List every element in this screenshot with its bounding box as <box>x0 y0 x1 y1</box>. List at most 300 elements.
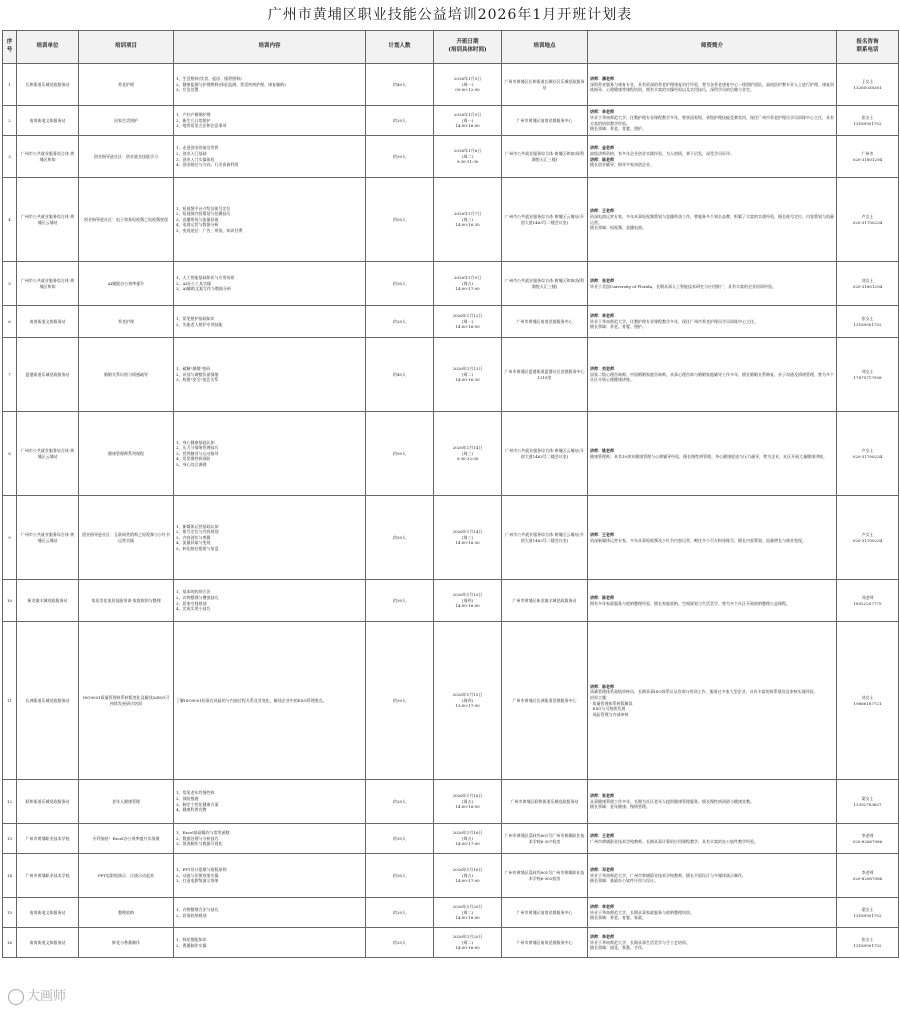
date-line: (周五) <box>461 835 474 841</box>
row-number: 10 <box>3 580 17 622</box>
class-date <box>434 780 502 824</box>
training-unit: 南岗街道文体服务站 <box>17 106 79 136</box>
content-line: 1、短视频平台介绍及账号定位 <box>176 205 231 211</box>
bio-line: 讲师：王老师 <box>590 832 614 838</box>
teacher-bio <box>588 412 837 496</box>
teacher-bio <box>588 306 837 338</box>
planned-count: 约30人 <box>366 262 434 306</box>
content-line: 1、常见老年性慢性病 <box>176 790 215 796</box>
bio-line: 毕业于华南师范大学，长期从事生活美学与手工艺培训。 <box>590 939 690 945</box>
table-row <box>3 580 899 622</box>
date-line: (周一) <box>461 318 474 324</box>
class-date <box>434 338 502 412</box>
bio-line: 从事健康管理工作多年，长期为社区老年人提供健康管理服务，擅长慢性病预防与健康宣教。 <box>590 798 754 804</box>
row-number: 14 <box>3 854 17 898</box>
bio-line: 讲师：金老师 <box>590 145 614 151</box>
date-line: 2026年1月14日 <box>452 445 483 451</box>
content-line: 3、直播带货与流量获取 <box>176 216 219 222</box>
contact-phone: 梁女士 13392783637 <box>837 780 899 824</box>
training-location: 广州市黄埔区新龙镇丰城党政服务站 <box>502 580 588 622</box>
bio-line: 质量管理体系高级审核员，长期从事ISO体系认证咨询与培训工作，服务过多家大型企业，具有丰富的体系建设及审核实战经验。 <box>590 689 818 695</box>
column-header: 开班日期 (培训具体时间) <box>434 31 502 64</box>
content-line: 1、鲜花搭配知识 <box>176 936 207 942</box>
teacher-bio <box>588 622 837 780</box>
training-project: 整理收纳 <box>79 898 174 928</box>
teacher-bio <box>588 780 837 824</box>
training-project: 创业指导进社区：互联网营销师之短视频与小红书运营实操 <box>79 496 174 580</box>
training-content <box>174 496 366 580</box>
date-line: 2026年1月12日 <box>452 313 483 319</box>
bio-line: 讲师：李老师 <box>590 109 614 115</box>
training-unit: 长和街道乐城党政服务站 <box>17 64 79 106</box>
planned-count: 约20人 <box>366 780 434 824</box>
column-header: 培训地点 <box>502 31 588 64</box>
date-line: 2026年1月6日 <box>453 148 482 154</box>
training-project: 创业指导进社区：创业就业技能学习 <box>79 136 174 178</box>
content-line: 1、新媒体运营基础认知 <box>176 523 219 529</box>
training-content <box>174 136 366 178</box>
bio-line: 深圳养老服务与康复专业，具有资深的养老护理康复治疗经验，曾为各养老康复中心一线照护团队、高校医护教专业人士进行护理、康复训练指导、心理健康等课程培训，拥有丰富的实操经验以及实用技巧，深得学员的信赖与肯定。 <box>590 81 834 93</box>
content-line: 2、失能老人照护专项技能 <box>176 321 223 327</box>
training-location: 广州市黄埔区夏港街道夏港社区党群服务中心1318室 <box>502 338 588 412</box>
class-date <box>434 496 502 580</box>
row-number: 15 <box>3 898 17 928</box>
content-line: 4、创业路径与方向，行业资源利用 <box>176 162 239 168</box>
content-line: 4、健康科普宣教 <box>176 807 207 813</box>
teacher-bio <box>588 262 837 306</box>
content-line: 2、短视频内容策划与拍摄技巧 <box>176 211 231 217</box>
bio-line: 讲师：陈老师 <box>590 683 614 689</box>
bio-line: 拥有多年家政服务与收纳整理经验，擅长家庭收纳、空间规划与生活美学，曾为多个社区开展收纳整理公益课程。 <box>590 600 790 606</box>
date-line: 2026年1月14日 <box>452 529 483 535</box>
training-location: 广州市黄埔区荔枝坞801号广州市黄埔职业技术学校6-307机房 <box>502 824 588 854</box>
bio-line: 讲师：张老师 <box>590 793 614 799</box>
table-row <box>3 262 899 306</box>
class-date <box>434 824 502 854</box>
content-line: 1、衣物整理方法与技巧 <box>176 906 219 912</box>
planned-count: 约20人 <box>366 106 434 136</box>
date-line: (周五) <box>461 872 474 878</box>
content-line: 1、人工智能基础知识与应用场景 <box>176 275 235 281</box>
date-line: 14:00-17:00 <box>455 841 480 847</box>
teacher-bio <box>588 106 837 136</box>
content-line: 1、PPT设计思维与排版原则 <box>176 867 227 873</box>
content-line: 3、内容创作与剪辑 <box>176 534 211 540</box>
training-plan-table <box>2 30 899 958</box>
date-line: 14:00-16:00 <box>455 804 480 810</box>
content-line: 2、创业入门基础 <box>176 150 207 156</box>
bio-line: 擅长领域：养老、育婴、家政。 <box>590 915 646 921</box>
contact-phone: 张女士 13189501752 <box>837 306 899 338</box>
content-line: 4、完成实用小技巧 <box>176 606 211 612</box>
date-line: (周二) <box>461 153 474 159</box>
training-location: 广州市黄埔区南岗党群服务中心 <box>502 106 588 136</box>
bio-line: 毕业于华南师范大学，长期从事家政服务与收纳整理培训。 <box>590 909 694 915</box>
training-location: 广州市公共就业服务综合体·黄埔区云埔站(开创大道1463号二楼会议室) <box>502 496 588 580</box>
training-project: 养老护理 <box>79 306 174 338</box>
planned-count: 约40人 <box>366 64 434 106</box>
row-number: 6 <box>3 306 17 338</box>
training-unit: 南岗街道文体服务站 <box>17 306 79 338</box>
date-line: (周三) <box>461 216 474 222</box>
bio-line: 讲师：王老师 <box>590 531 614 537</box>
content-line: 4、电商运营与数据分析 <box>176 222 219 228</box>
date-line: 2026年1月9日 <box>453 275 482 281</box>
bio-line: 健康管理师，具有10余年健康管理与心理辅导经验，擅长慢性病管理、身心健康促进与压力疏导，曾为企业、社区开展大量健康讲座。 <box>590 453 828 459</box>
teacher-bio <box>588 178 837 262</box>
row-number: 4 <box>3 178 17 262</box>
content-line: 3、制定个性化健康方案 <box>176 801 219 807</box>
date-line: 09:00-12:00 <box>455 87 480 93</box>
date-line: 14:00-16:00 <box>455 603 480 609</box>
training-project: 鲜花与香薰制作 <box>79 928 174 958</box>
bio-line: 国家二级心理咨询师，中国婚姻家庭咨询师，从事心理咨询与婚姻家庭辅导工作多年，擅长婚姻关系修复、亲子沟通及情绪管理，曾为多个社区开展心理健康讲座。 <box>590 371 834 383</box>
date-line: 14:00-16:00 <box>455 123 480 129</box>
contact-phone: 刘老师 18922207775 <box>837 580 899 622</box>
date-line: (周二) <box>461 939 474 945</box>
content-line: 1、常见照护基础知识 <box>176 315 215 321</box>
class-date <box>434 898 502 928</box>
bio-line: 讲师：李老师 <box>590 904 614 910</box>
table-row <box>3 338 899 412</box>
column-header: 计划人数 <box>366 31 434 64</box>
contact-phone: 王女士 13265038381 <box>837 64 899 106</box>
content-line: 3、居家空间规划 <box>176 600 207 606</box>
contact-phone: 卢女士 020-31700234 <box>837 496 899 580</box>
planned-count: 约30人 <box>366 854 434 898</box>
column-header: 培训项目 <box>79 31 174 64</box>
content-line: 2、预防措施 <box>176 795 199 801</box>
class-date <box>434 622 502 780</box>
training-project: 健康管理师系列课程 <box>79 412 174 496</box>
planned-count: 约50人 <box>366 178 434 262</box>
training-project: 养老护理 <box>79 64 174 106</box>
row-number: 16 <box>3 928 17 958</box>
training-project: AI赋能办公效率提升 <box>79 262 174 306</box>
bio-line: 毕业于华南师范大学，广州市黄埔职业技术学校教师，擅长平面设计与多媒体演示制作。 <box>590 872 746 878</box>
training-location: 广州市黄埔区荔枝坞801号广州市黄埔职业技术学校6-302机房 <box>502 854 588 898</box>
training-content <box>174 580 366 622</box>
training-location: 广州市黄埔区南岗党群服务中心 <box>502 898 588 928</box>
table-row <box>3 106 899 136</box>
table-row <box>3 178 899 262</box>
contact-phone: 张女士 13189501752 <box>837 928 899 958</box>
training-unit: 南岗街道文体服务站 <box>17 898 79 928</box>
date-line: 14:00-16:00 <box>455 324 480 330</box>
bio-line: 毕业于华南师范大学，任教护理专业课程教学多年，曾获国家级、省级护理技能竞赛奖项，现任广州市养老护理员学员训练中心主任，具有丰富的培训教学经验。 <box>590 114 834 126</box>
date-line: 14:00-17:00 <box>455 878 480 884</box>
column-header: 培训单位 <box>17 31 79 64</box>
table-row <box>3 928 899 958</box>
date-line: (周五) <box>461 280 474 286</box>
table-row <box>3 780 899 824</box>
date-line: 2026年1月16日 <box>452 867 483 873</box>
date-line: 2026年1月7日 <box>453 211 482 217</box>
content-line: 了解ISO9001标准在风险的与内部过程关系及其变化，解读企业中的ESG管理要点。 <box>176 697 327 703</box>
contact-phone: 刘女士 19866187721 <box>837 622 899 780</box>
training-location: 广州市公共就业服务综合体·黄埔区云埔站(开创大道1463号二楼会议室) <box>502 178 588 262</box>
bio-line: 擅长领域：养老、育婴、照护。 <box>590 126 646 132</box>
content-line: 3、喂养常见方法和注意事项 <box>176 123 227 129</box>
training-unit: 广州市公共就业服务综合体·黄埔区和知 <box>17 136 79 178</box>
training-content <box>174 64 366 106</box>
row-number: 11 <box>3 622 17 780</box>
row-number: 7 <box>3 338 17 412</box>
content-line: 2、AI办公工具实操 <box>176 280 212 286</box>
class-date <box>434 412 502 496</box>
date-line: 2026年1月5日 <box>453 112 482 118</box>
content-line: 3、图表制作与数据可视化 <box>176 841 223 847</box>
bio-line: 高级讲师资格，有多年企业创业实践经验，为人热情、善于启发，深受学员好评。 <box>590 150 734 156</box>
watermark <box>8 985 66 1005</box>
bio-line: · ESG与可持续发展 <box>590 706 626 712</box>
content-line: 2、动画与切换效果实操 <box>176 872 219 878</box>
column-header: 序号 <box>3 31 17 64</box>
date-line: (周二) <box>461 371 474 377</box>
contact-phone: 刘女士 17875717938 <box>837 338 899 412</box>
planned-count: 约30人 <box>366 136 434 178</box>
content-line: 2、香薰制作实操 <box>176 942 207 948</box>
teacher-bio <box>588 898 837 928</box>
date-line: (周四) <box>461 597 474 603</box>
training-location: 广州市黄埔区长和街道长顺社区乐城党政服务站 <box>502 64 588 106</box>
date-line: (周五) <box>461 798 474 804</box>
date-line: 2026年1月5日 <box>453 76 482 82</box>
date-line: 2026年1月15日 <box>452 592 483 598</box>
row-number: 3 <box>3 136 17 178</box>
training-unit: 广州市公共就业服务综合体·黄埔区云埔站 <box>17 178 79 262</box>
bio-line: 讲师：陈老师 <box>590 594 614 600</box>
bio-line: 讲师：姚老师 <box>590 447 614 453</box>
content-line: 5、转化路径搭建与复盘 <box>176 545 219 551</box>
training-project: 专利加持！Excel办公效率提升实战课 <box>79 824 174 854</box>
training-unit: 夏港街道乐城党政服务站 <box>17 338 79 412</box>
bio-line: 擅长领域：基础办公软件应用与设计。 <box>590 878 658 884</box>
content-line: 1、身心健康基础认知 <box>176 439 215 445</box>
content-line: 2、健康监测与护理照料(体征监测、常见疾病护理、康复辅助) <box>176 81 286 87</box>
planned-count: 约40人 <box>366 338 434 412</box>
bio-line: 资深电商运营专家，多年从事短视频策划与直播带货工作，曾服务多个知名品牌，积累了丰富的实战经验，擅长账号定位、内容策划与流量运营。 <box>590 213 834 225</box>
bio-line: 擅长领域：短视频、直播电商。 <box>590 225 646 231</box>
training-unit: 南岗街道文体服务站 <box>17 928 79 958</box>
bio-line: 讲师：李老师 <box>590 934 614 940</box>
content-line: 2、新生儿日常照护 <box>176 117 211 123</box>
date-line: (周一) <box>461 81 474 87</box>
content-line: 2、数据处理与分析技巧 <box>176 835 219 841</box>
bio-line: 擅长领域：插花、香薰、手作。 <box>590 945 646 951</box>
date-line: 14:00-16:30 <box>455 222 480 228</box>
date-line: 2026年1月15日 <box>452 692 483 698</box>
training-project: 创业指导进社区：电子商务短视频之短视频变现 <box>79 178 174 262</box>
training-location: 广州市黄埔区联和街道乐城党政服务站 <box>502 780 588 824</box>
content-line: 1、走进创业的前沿世界 <box>176 145 219 151</box>
training-unit: 新龙镇丰城党政服务站 <box>17 580 79 622</box>
content-line: 5、变现途径：广告、带货、知识付费 <box>176 227 243 233</box>
training-content <box>174 622 366 780</box>
date-line: 2026年1月20日 <box>452 934 483 940</box>
contact-phone: 卢女士 020-31700234 <box>837 412 899 496</box>
teacher-bio <box>588 928 837 958</box>
training-project: 家居美化家居技能培训·家庭收纳与整理 <box>79 580 174 622</box>
training-location: 广州市黄埔区南岗党群服务中心 <box>502 928 588 958</box>
column-header: 报名咨询 联系电话 <box>837 31 899 64</box>
date-line: 14:00-16:00 <box>455 945 480 951</box>
planned-count: 约30人 <box>366 824 434 854</box>
page-title: 广州市黄埔区职业技能公益培训2026年1月开班计划表 <box>267 7 633 23</box>
training-content <box>174 412 366 496</box>
row-number: 1 <box>3 64 17 106</box>
teacher-bio <box>588 580 837 622</box>
content-line: 2、识别与调整负面情绪 <box>176 371 219 377</box>
contact-phone: 李老师 020-82067086 <box>837 824 899 854</box>
bio-line: 擅长创业辅导，指导多家初创企业。 <box>590 162 654 168</box>
date-line: 14:00-16:00 <box>455 915 480 921</box>
date-line: 9:30-12:00 <box>456 456 479 462</box>
date-line: 13:00-17:00 <box>455 703 480 709</box>
class-date <box>434 928 502 958</box>
teacher-bio <box>588 854 837 898</box>
bio-line: 讲师：陈老师 <box>590 156 614 162</box>
contact-phone: 刘女士 020-31801294 <box>837 262 899 306</box>
training-location: 广州市黄埔区南岗党群服务中心 <box>502 306 588 338</box>
date-line: (周一) <box>461 117 474 123</box>
contact-phone: 卢女士 020-31700234 <box>837 178 899 262</box>
training-content <box>174 338 366 412</box>
date-line: 14:00-16:30 <box>455 377 480 383</box>
training-unit: 广州市公共就业服务综合体·黄埔区云埔站 <box>17 412 79 496</box>
date-line: 2026年1月13日 <box>452 366 483 372</box>
contact-phone: 广州市 020-31801294 <box>837 136 899 178</box>
content-line: 5、身心综合调理 <box>176 461 207 467</box>
planned-count: 约20人 <box>366 898 434 928</box>
column-header: 师资简介 <box>588 31 837 64</box>
training-content <box>174 262 366 306</box>
bio-line: 讲师：潘老师 <box>590 76 614 82</box>
content-line: 2、居家收纳规划 <box>176 912 207 918</box>
row-number: 13 <box>3 824 17 854</box>
table-row <box>3 824 899 854</box>
contact-phone: 梁女士 13189501752 <box>837 898 899 928</box>
bio-line: 擅长领域：养老、育婴、照护。 <box>590 324 646 330</box>
training-content <box>174 898 366 928</box>
table-row <box>3 898 899 928</box>
bio-line: 讲师：王老师 <box>590 208 614 214</box>
row-number: 9 <box>3 496 17 580</box>
column-header: 培训内容 <box>174 31 366 64</box>
content-line: 1、生活照料(饮食、起居、排泄照料) <box>176 76 242 82</box>
class-date <box>434 262 502 306</box>
class-date <box>434 136 502 178</box>
content-line: 4、流量获取与变现 <box>176 540 211 546</box>
content-line: 3、AI辅助文案写作与数据分析 <box>176 286 232 292</box>
training-project: 居家生活照护 <box>79 106 174 136</box>
training-content <box>174 824 366 854</box>
table-row <box>3 412 899 496</box>
content-line: 3、构建"安全"依恋关系 <box>176 377 219 383</box>
bio-line: 培训主题： <box>590 694 610 700</box>
date-line: 14:00-17:00 <box>455 286 480 292</box>
training-unit: 广州市公共就业服务综合体·黄埔区和知 <box>17 262 79 306</box>
training-project: PPT电影级演示：让演示动起来 <box>79 854 174 898</box>
training-content <box>174 854 366 898</box>
class-date <box>434 580 502 622</box>
training-location: 广州市公共就业服务综合体·黄埔区和知(保利湖悦天汇三楼) <box>502 262 588 306</box>
training-content <box>174 306 366 338</box>
content-line: 1、产妇产褥期护理 <box>176 112 211 118</box>
class-date <box>434 64 502 106</box>
table-row <box>3 306 899 338</box>
training-project: 婚姻关系识别与情感疏导 <box>79 338 174 412</box>
table-row <box>3 496 899 580</box>
class-date <box>434 854 502 898</box>
contact-phone: 张女士 13189501752 <box>837 106 899 136</box>
row-number: 5 <box>3 262 17 306</box>
table-header <box>3 31 899 64</box>
row-number: 12 <box>3 780 17 824</box>
camera-icon <box>8 989 24 1005</box>
training-unit: 联和街道乐城党政服务站 <box>17 780 79 824</box>
training-content <box>174 178 366 262</box>
bio-line: 讲师：张老师 <box>590 277 614 283</box>
planned-count: 约20人 <box>366 306 434 338</box>
teacher-bio <box>588 824 837 854</box>
training-project: 老年人健康管理 <box>79 780 174 824</box>
content-line: 3、营养膳食与运动指导 <box>176 450 219 456</box>
content-line: 3、创业入门实操体验 <box>176 156 215 162</box>
date-line: (周二) <box>461 909 474 915</box>
bio-line: 毕业于美国University of Florida，长期从事人工智能技术研究与应用推广，具有丰富的企业培训经验。 <box>590 283 776 289</box>
class-date <box>434 178 502 262</box>
training-location: 广州市公共就业服务综合体·黄埔区云埔站(开创大道1463号二楼会议室) <box>502 412 588 496</box>
row-number: 8 <box>3 412 17 496</box>
class-date <box>434 106 502 136</box>
date-line: 9:30-11:30 <box>456 159 479 165</box>
training-content <box>174 106 366 136</box>
bio-line: 资深新媒体运营专家，多年从事短视频及小红书内容运营，孵化多个百万粉丝账号，擅长内容策划、流量增长与商业变现。 <box>590 537 806 543</box>
contact-phone: 李老师 020-82067086 <box>837 854 899 898</box>
training-project: ISO9001质量管理体系转版变化及解读&ESG可持续发展研讨培训 <box>79 622 174 780</box>
training-content <box>174 928 366 958</box>
content-line: 2、压力与情绪管理技巧 <box>176 445 219 451</box>
date-line: 2026年1月20日 <box>452 904 483 910</box>
table-row <box>3 854 899 898</box>
bio-line: · 质量管理体系转版解读 <box>590 700 633 706</box>
content-line: 2、账号定位与内容规划 <box>176 529 219 535</box>
class-date <box>434 306 502 338</box>
planned-count: 约50人 <box>366 412 434 496</box>
content-line: 4、常见慢性病预防 <box>176 456 211 462</box>
row-number: 2 <box>3 106 17 136</box>
content-line: 1、Excel基础操作与常用函数 <box>176 830 230 836</box>
content-line: 3、应急处置 <box>176 87 199 93</box>
training-unit: 广州市黄埔职业技术学校 <box>17 854 79 898</box>
planned-count: 约30人 <box>366 580 434 622</box>
content-line: 3、打造电影级演示效果 <box>176 878 219 884</box>
teacher-bio <box>588 64 837 106</box>
bio-line: 毕业于华南师范大学，任教护理专业课程教学多年，现任广州市养老护理员学员训练中心主任。 <box>590 318 758 324</box>
date-line: 2026年1月16日 <box>452 793 483 799</box>
bio-line: 擅长领域：老年健康、慢病管理。 <box>590 804 650 810</box>
bio-line: 广州市黄埔职业技术学校教师，长期从事计算机应用课程教学，具有丰富的办公软件教学经验。 <box>590 838 758 844</box>
planned-count: 约30人 <box>366 622 434 780</box>
date-line: (周四) <box>461 697 474 703</box>
date-line: 14:00-16:30 <box>455 540 480 546</box>
training-unit: 广州市黄埔职业技术学校 <box>17 824 79 854</box>
training-unit: 长洲街道乐城党政服务站 <box>17 622 79 780</box>
bio-line: 讲师：刘老师 <box>590 366 614 372</box>
teacher-bio <box>588 338 837 412</box>
content-line: 1、基本的收纳方法 <box>176 589 211 595</box>
